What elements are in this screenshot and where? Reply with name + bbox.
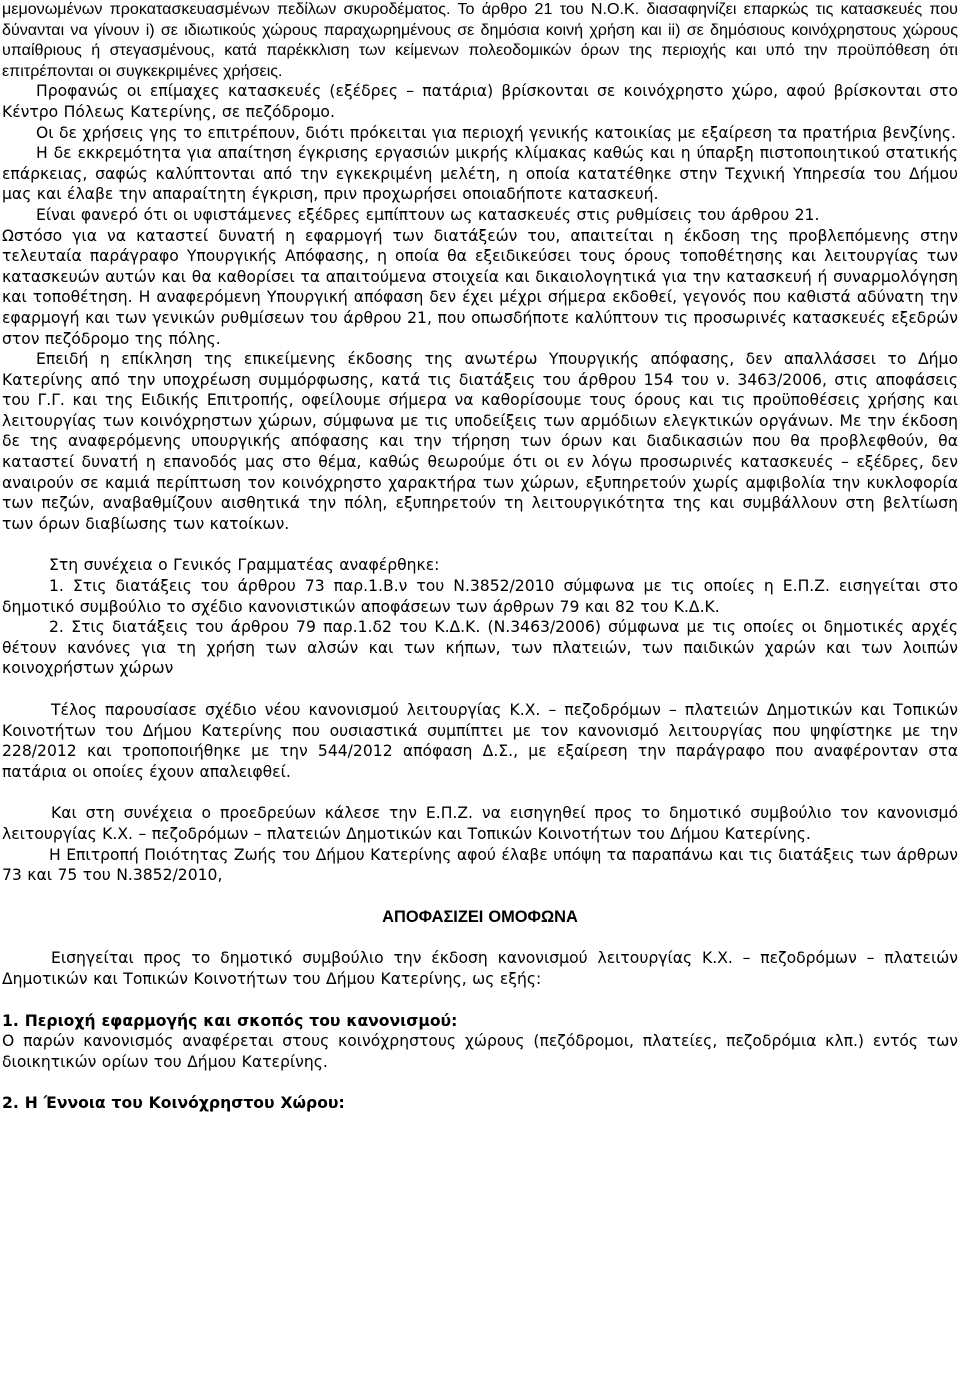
paragraph-ministerial-decision: Ωστόσο για να καταστεί δυνατή η εφαρμογή των διατάξεών του, απαιτείται η έκδοση της προβλεπόμενης στην τελευταία παράγραφο Υπουργικής Απόφασης, η οποία θα εξειδικεύσει τους όρους τοποθέτησης και λειτουργίας των κατασκευών αυτών και θα καθορίσει τα απαιτούμενα στοιχεία και δικαιολογητικά για την κατασκευή ή συναρμολόγηση και τοποθέτηση. Η αναφερόμενη Υπουργική απόφαση δεν έχει μέχρι σήμερα εκδοθεί, γεγονός που καθιστά αδύνατη την εφαρμογή και των γενικών ρυθμίσεων του άρθρου 21, που οπωσδήποτε καλύπτουν τις προσωρινές κατασκευές εξεδρών στον πεζόδρομο της πόλης. [2, 226, 958, 348]
paragraph-item-2: 2. Στις διατάξεις του άρθρου 79 παρ.1.δ2 του Κ.Δ.Κ. (Ν.3463/2006) σύμφωνα με τις οποίες οι δημοτικές αρχές θέτουν κανόνες για τη χρήση των αλσών και των κήπων, των πλατειών, των παιδικών χαρών και των λοιπών κοινοχρήστων χώρων [2, 618, 958, 678]
paragraph-land-uses: Οι δε χρήσεις γης το επιτρέπουν, διότι πρόκειται για περιοχή γενικής κατοικίας με εξαίρεση τα πρατήρια βενζίνης. [36, 123, 956, 142]
paragraph-item-1: 1. Στις διατάξεις του άρθρου 73 παρ.1.Β.ν του Ν.3852/2010 σύμφωνα με τις οποίες η Ε.Π.Ζ. εισηγείται στο δημοτικό συμβούλιο το σχέδιο κανονιστικών αποφάσεων των άρθρων 79 και 82 του Κ.Δ.Κ. [2, 577, 958, 616]
paragraph-chair-invites: Και στη συνέχεια ο προεδρεύων κάλεσε την Ε.Π.Ζ. να εισηγηθεί προς το δημοτικό συμβούλιο τον κανονισμό λειτουργίας Κ.Χ. – πεζοδρόμων – πλατειών Δημοτικών και Τοπικών Κοινοτήτων του Δήμου Κατερίνης. [2, 804, 958, 843]
paragraph-approval: Η δε εκκρεμότητα για απαίτηση έγκρισης εργασιών μικρής κλίμακας καθώς και η ύπαρξη πιστοποιητικού στατικής επάρκειας, σαφώς καλύπτονται από την εγκεκριμένη μελέτη, η οποία κατατέθηκε στην Τεχνική Υπηρεσία του Δήμου μας και έλαβε την απαραίτητη έγκριση, πριν προχωρήσει οποιαδήποτε κατασκευή. [2, 144, 958, 204]
paragraph-compliance: Επειδή η επίκληση της επικείμενης έκδοσης της ανωτέρω Υπουργικής απόφασης, δεν απαλλάσσει το Δήμο Κατερίνης από την υποχρέωση συμμόρφωσης, κατά τις διατάξεις του άρθρου 154 του ν. 3463/2006, στις αποφάσεις του Γ.Γ. και της Ειδικής Επιτροπής, οφείλουμε σήμερα να καθορίσουμε τους όρους και τις προϋποθέσεις χρήσης και λειτουργίας των κοινόχρηστων χώρων, σύμφωνα με τις υποδείξεις των αρμόδιων ελεγκτικών οργάνων. Με την έκδοση δε της αναφερόμενης υπουργικής απόφασης και την τήρηση των όρων και διαδικασιών που θα προβλεφθούν, θα καταστεί δυνατή η επανοδός μας στο θέμα, καθώς θεωρούμε ότι οι εν λόγω προσωρινές κατασκευές – εξέδρες, δεν αναιρούν σε καμιά περίπτωση τον κοινόχρηστο χαρακτήρα των χώρων, εξυπηρετούν χωρίς αμφιβολία την κυκλοφορία των πεζών, αναβαθμίζουν αισθητικά την πόλη, εξυπηρετούν τη λειτουργικότητα της και συμβάλλουν στη βελτίωση των όρων διαβίωσης των κατοίκων. [2, 350, 958, 533]
section-1-title: 1. Περιοχή εφαρμογής και σκοπός του κανονισμού: [2, 1011, 458, 1030]
paragraph-committee: Η Επιτροπή Ποιότητας Ζωής του Δήμου Κατερίνης αφού έλαβε υπόψη τα παραπάνω και τις διατάξεις των άρθρων 73 και 75 του Ν.3852/2010, [2, 845, 958, 885]
section-2-title: 2. Η Έννοια του Κοινόχρηστου Χώρου: [2, 1094, 345, 1113]
paragraph-recommendation: Εισηγείται προς το δημοτικό συμβούλιο την έκδοση κανονισμού λειτουργίας Κ.Χ. – πεζοδρόμων – πλατειών Δημοτικών και Τοπικών Κοινοτήτων του Δήμου Κατερίνης, ως εξής: [2, 949, 958, 988]
paragraph-platforms: Προφανώς οι επίμαχες κατασκευές (εξέδρες – πατάρια) βρίσκονται σε κοινόχρηστο χώρο, αφού βρίσκονται στο Κέντρο Πόλεως Κατερίνης, σε πεζόδρομο. [2, 82, 958, 121]
paragraph-secretary: Στη συνέχεια ο Γενικός Γραμματέας αναφέρθηκε: [49, 556, 440, 575]
paragraph-article-21: μεμονωμένων προκατασκευασμένων πεδίλων σκυροδέματος. Το άρθρο 21 του Ν.Ο.Κ. διασαφηνίζει επαρκώς τις κατασκευές που δύνανται να γίνουν i) σε ιδιωτικούς χώρους παραχωρημένους σε δημόσια κοινή χρήση και ii) σε δημόσιους κοινόχρηστους χώρους υπαίθριους ή στεγασμένους, κατά παρέκκλιση των κείμενων πολεοδομικών όρων της περιοχής και υπό την προϋπόθεση ότι επιτρέπονται οι συγκεκριμένες χρήσεις. [2, 0, 958, 80]
section-1-text: Ο παρών κανονισμός αναφέρεται στους κοινόχρηστους χώρους (πεζόδρομοι, πλατείες, πεζοδρόμια κλπ.) εντός των διοικητικών ορίων του Δήμου Κατερίνης. [2, 1032, 958, 1071]
paragraph-draft-regulation: Τέλος παρουσίασε σχέδιο νέου κανονισμού λειτουργίας Κ.Χ. – πεζοδρόμων – πλατειών Δημοτικών και Τοπικών Κοινοτήτων του Δήμου Κατερίνης που ουσιαστικά συμπίπτει με τον κανονισμό λειτουργίας που ψηφίστηκε με την 228/2012 και τροποποιήθηκε με την 544/2012 απόφαση Δ.Σ., με εξαίρεση την παράγραφο που αναφέρονταν στα πατάρια οι οποίες έχουν απαλειφθεί. [2, 701, 958, 781]
paragraph-obvious: Είναι φανερό ότι οι υφιστάμενες εξέδρες εμπίπτουν ως κατασκευές στις ρυθμίσεις του άρθρου 21. [36, 205, 820, 224]
decision-heading: ΑΠΟΦΑΣΙΖΕΙ ΟΜΟΦΩΝΑ [382, 907, 578, 926]
